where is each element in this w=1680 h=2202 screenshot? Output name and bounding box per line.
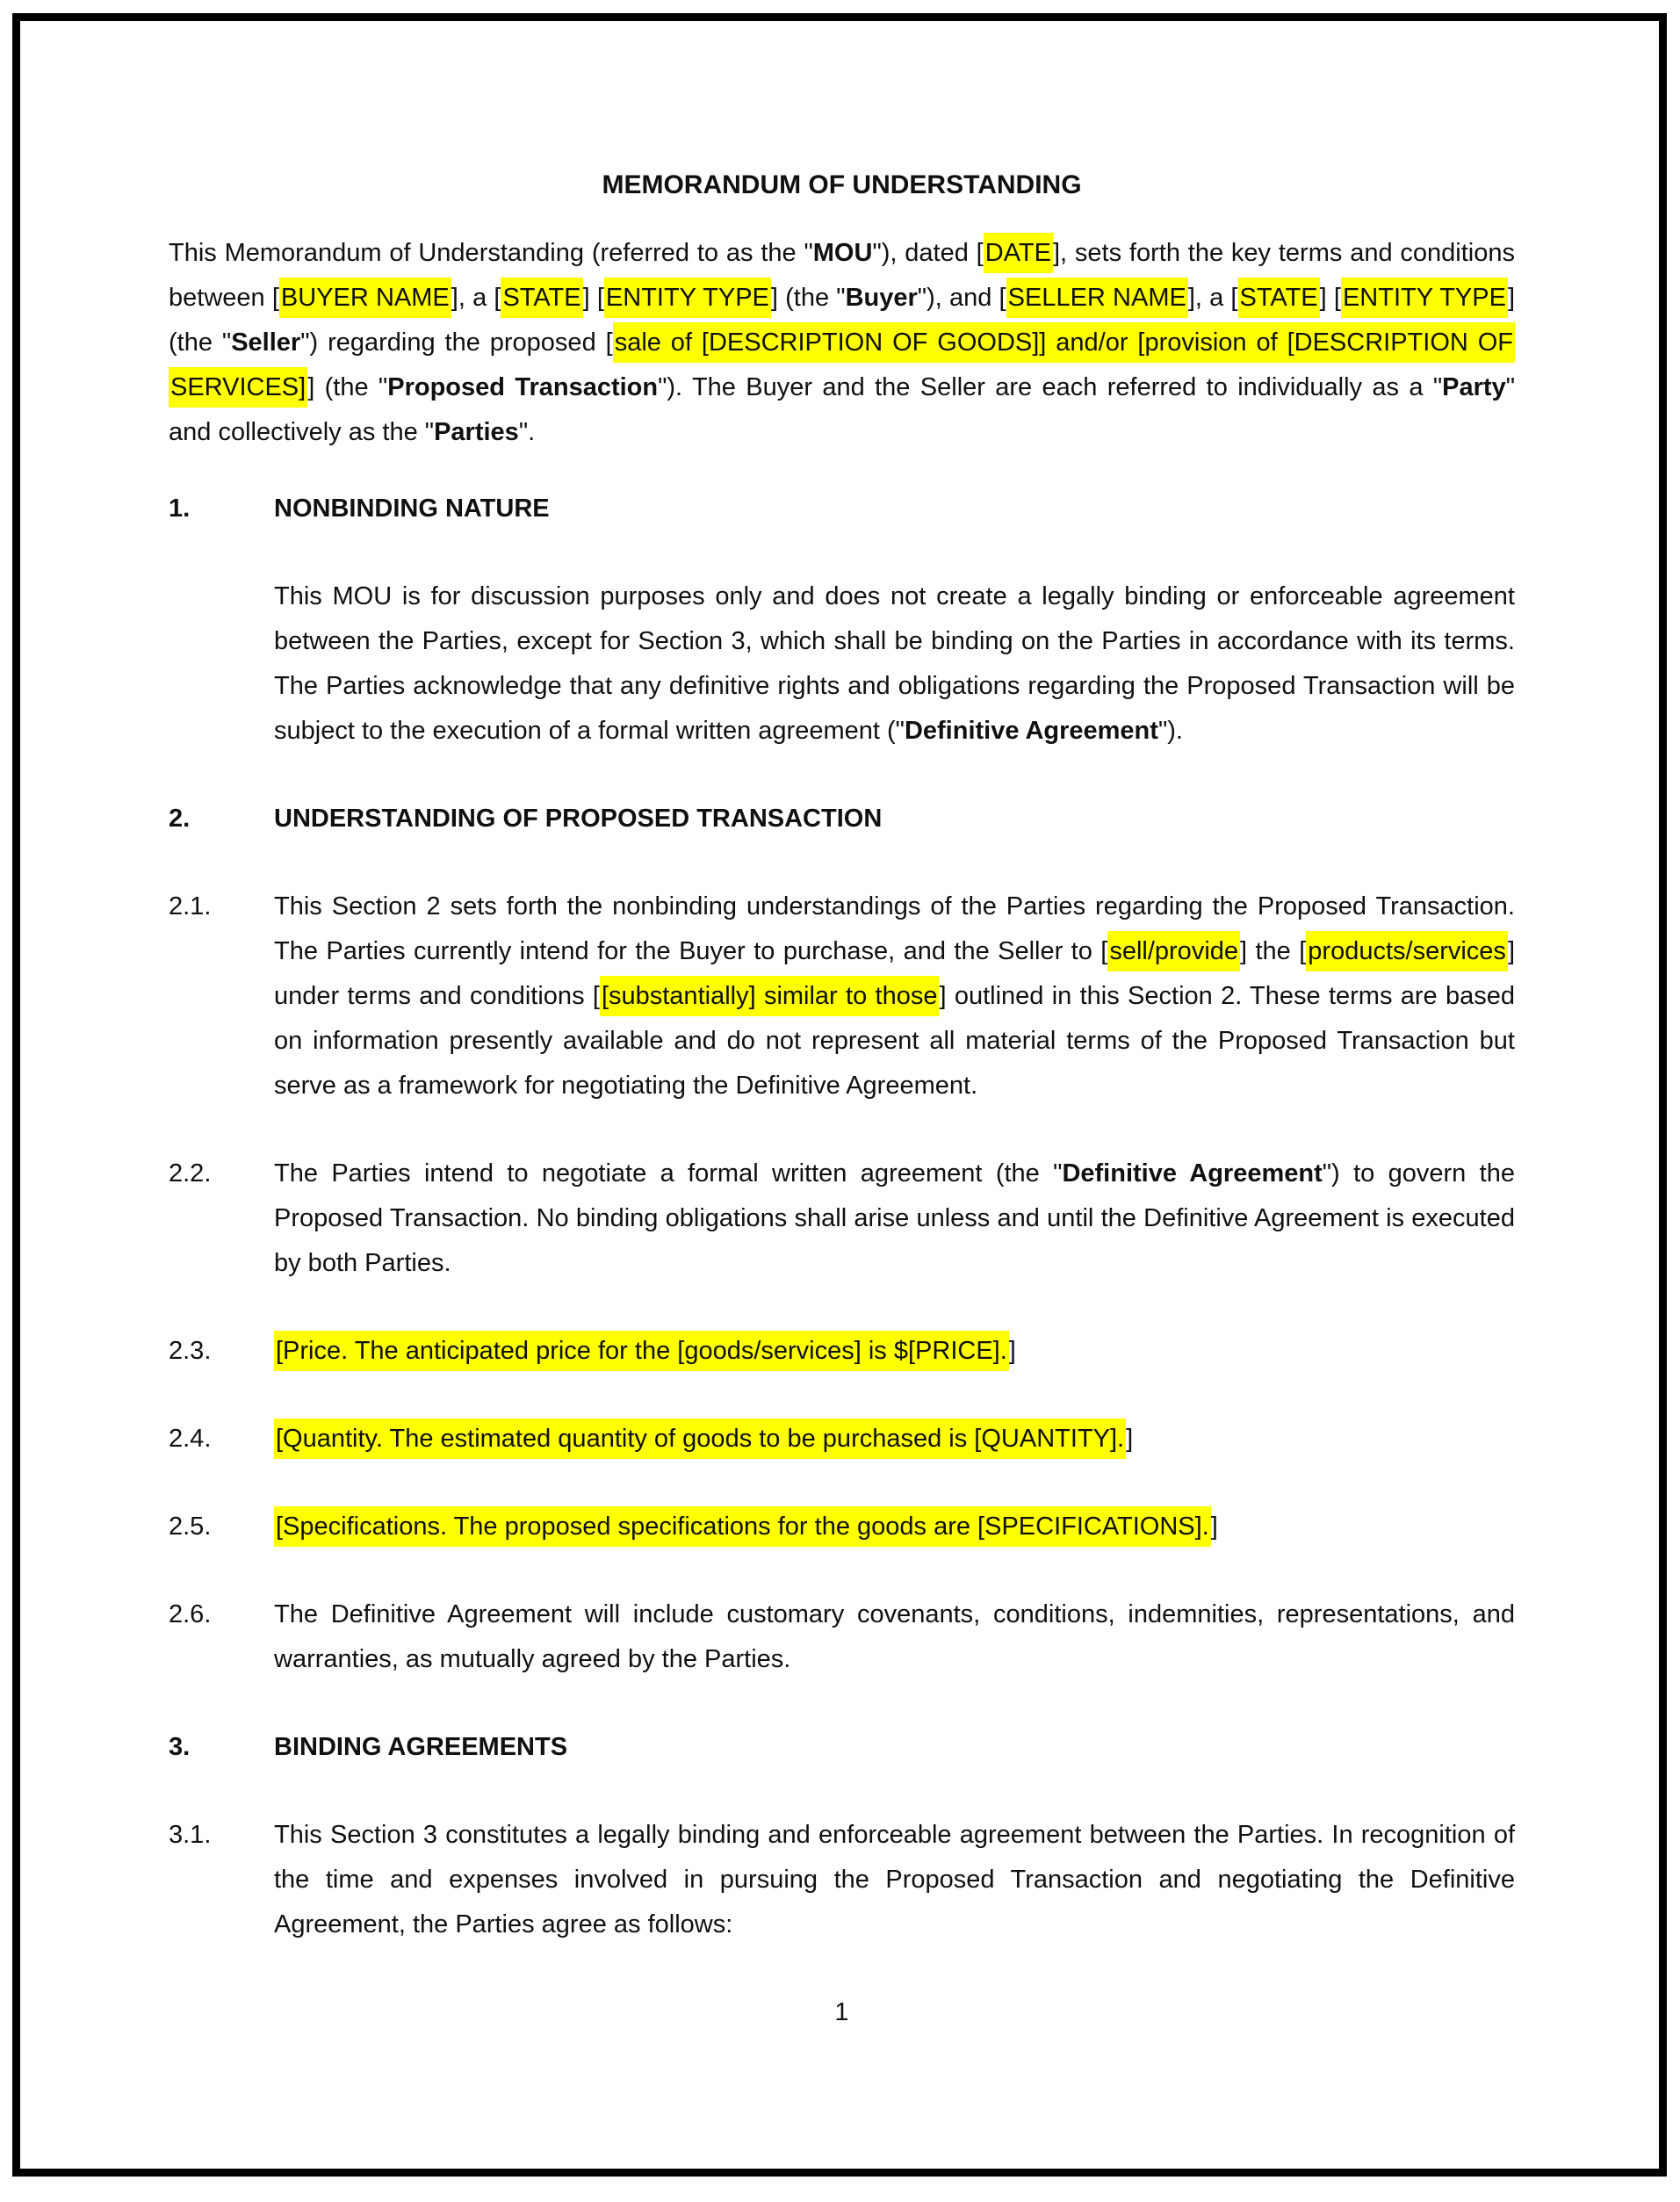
paragraph-number: 2.2. [169,1159,212,1188]
text-run: ") regarding the proposed [ [300,328,613,357]
text-run: Buyer [845,284,918,312]
section-heading [169,487,1515,531]
text-run: This MOU is for discussion purposes only and does not create a legally binding or enforceable agreement between the Parties, except for Section 3, which shall be binding on the Parties in accordance with its terms. The Parties acknowledge that any definitive rights and obligations regarding the Proposed Transaction will be subject to the execution of a formal written agreement (" [274,582,1515,745]
text-run: ] (the " [770,284,846,312]
section-paragraph [169,1152,1515,1286]
paragraph-text [274,1813,1515,1947]
paragraph-number: 2.5. [169,1513,212,1541]
text-run: ] under terms and conditions [ [274,937,1515,1010]
text-run: Definitive Agreement [1062,1159,1323,1188]
text-run: ], a [ [451,284,501,312]
text-run: ] [ [1319,284,1341,312]
highlighted-placeholder: [substantially] similar to those [600,976,940,1016]
text-run: ], sets forth the key terms and conditions between [ [169,239,1516,312]
text-run: ] [1008,1337,1016,1365]
document-title: MEMORANDUM OF UNDERSTANDING [602,170,1082,199]
page-border [12,13,1667,2177]
highlighted-placeholder: BUYER NAME [279,278,451,318]
paragraph-text [274,1152,1515,1286]
text-run: " and collectively as the " [169,373,1516,446]
highlighted-placeholder: [Price. The anticipated price for the [goods/services] is $[PRICE]. [274,1331,1009,1371]
paragraph-text [274,884,1515,1108]
paragraph-text [274,1417,1515,1462]
text-run: Parties [434,418,519,446]
text-run: This Section 3 constitutes a legally binding and enforceable agreement between the Parties. In recognition of the time and expenses involved in pursuing the Proposed Transaction and negotiating the Definitive Agreement, the Parties agree as follows: [274,1821,1515,1938]
highlighted-placeholder: SELLER NAME [1006,278,1188,318]
text-run: Seller [231,328,301,357]
highlighted-placeholder: sale of [DESCRIPTION OF GOODS]] and/or [provision of [DESCRIPTION OF SERVICES] [169,322,1515,408]
section-paragraph [169,1329,1515,1374]
section-number: 2. [169,805,191,833]
section-heading-text: UNDERSTANDING OF PROPOSED TRANSACTION [274,805,883,833]
highlighted-placeholder: STATE [1238,278,1320,318]
page-number: 1 [834,1998,849,2026]
document-content [20,21,1659,2035]
text-run: ] [1210,1513,1218,1541]
text-run: ] the [ [1240,937,1307,965]
text-run: ] [1126,1425,1134,1453]
text-run: MOU [812,239,873,267]
text-run: Party [1442,373,1506,401]
text-run: ] [ [582,284,604,312]
paragraph-number: 3.1. [169,1821,212,1849]
intro-paragraph [169,231,1515,455]
section-heading [169,797,1515,841]
section-heading-text: NONBINDING NATURE [274,495,550,523]
section-heading-text: BINDING AGREEMENTS [274,1733,568,1761]
highlighted-placeholder: [Quantity. The estimated quantity of goods to be purchased is [QUANTITY]. [274,1419,1126,1459]
paragraph-number: 2.3. [169,1337,212,1365]
text-run: "), dated [ [872,239,984,267]
section-paragraph [169,1813,1515,1947]
text-run: This Memorandum of Understanding (referred to as the " [169,239,813,267]
text-run: Proposed Transaction [387,373,659,401]
section-paragraph [169,574,1515,754]
text-run: ") to govern the Proposed Transaction. No binding obligations shall arise unless and until the Definitive Agreement is executed by both Parties. [274,1159,1515,1277]
highlighted-placeholder: products/services [1306,931,1508,971]
paragraph-number: 2.6. [169,1600,212,1628]
highlighted-placeholder: STATE [501,278,582,318]
highlighted-placeholder: ENTITY TYPE [1341,278,1508,318]
highlighted-placeholder: sell/provide [1107,931,1240,971]
text-run: This Section 2 sets forth the nonbinding understandings of the Parties regarding the Proposed Transaction. The Parties currently intend for the Buyer to purchase, and the Seller to [ [274,892,1515,965]
text-run: "), and [ [917,284,1006,312]
text-run: ] outlined in this Section 2. These terms are based on information presently available and do not represent all material terms of the Proposed Transaction but serve as a framework for negotiating the Definitive Agreement. [274,982,1515,1100]
section-number: 1. [169,495,191,523]
highlighted-placeholder: DATE [984,233,1053,273]
highlighted-placeholder: [Specifications. The proposed specifications for the goods are [SPECIFICATIONS]. [274,1506,1211,1547]
paragraph-text [274,1592,1515,1682]
text-run: Definitive Agreement [904,717,1158,745]
section-number: 3. [169,1733,191,1761]
section-paragraph [169,884,1515,1108]
section-paragraph [169,1417,1515,1462]
text-run: ] (the " [169,284,1516,357]
paragraph-number: 2.1. [169,892,212,921]
text-run: ] (the " [307,373,388,401]
section-heading [169,1725,1515,1770]
text-run: "). [1157,717,1183,745]
paragraph-text [274,1329,1515,1374]
text-run: ], a [ [1187,284,1238,312]
paragraph-number [169,574,274,754]
paragraph-text [274,574,1515,754]
section-paragraph [169,1592,1515,1682]
text-run: The Definitive Agreement will include customary covenants, conditions, indemnities, representations, and warranties, as mutually agreed by the Parties. [274,1600,1515,1673]
section-paragraph [169,1505,1515,1549]
text-run: ". [518,418,536,446]
sections-container [169,487,1515,1947]
text-run: "). The Buyer and the Seller are each referred to individually as a " [658,373,1443,401]
text-run: The Parties intend to negotiate a formal written agreement (the " [274,1159,1063,1188]
paragraph-text [274,1505,1515,1549]
highlighted-placeholder: ENTITY TYPE [604,278,771,318]
paragraph-number: 2.4. [169,1425,212,1453]
